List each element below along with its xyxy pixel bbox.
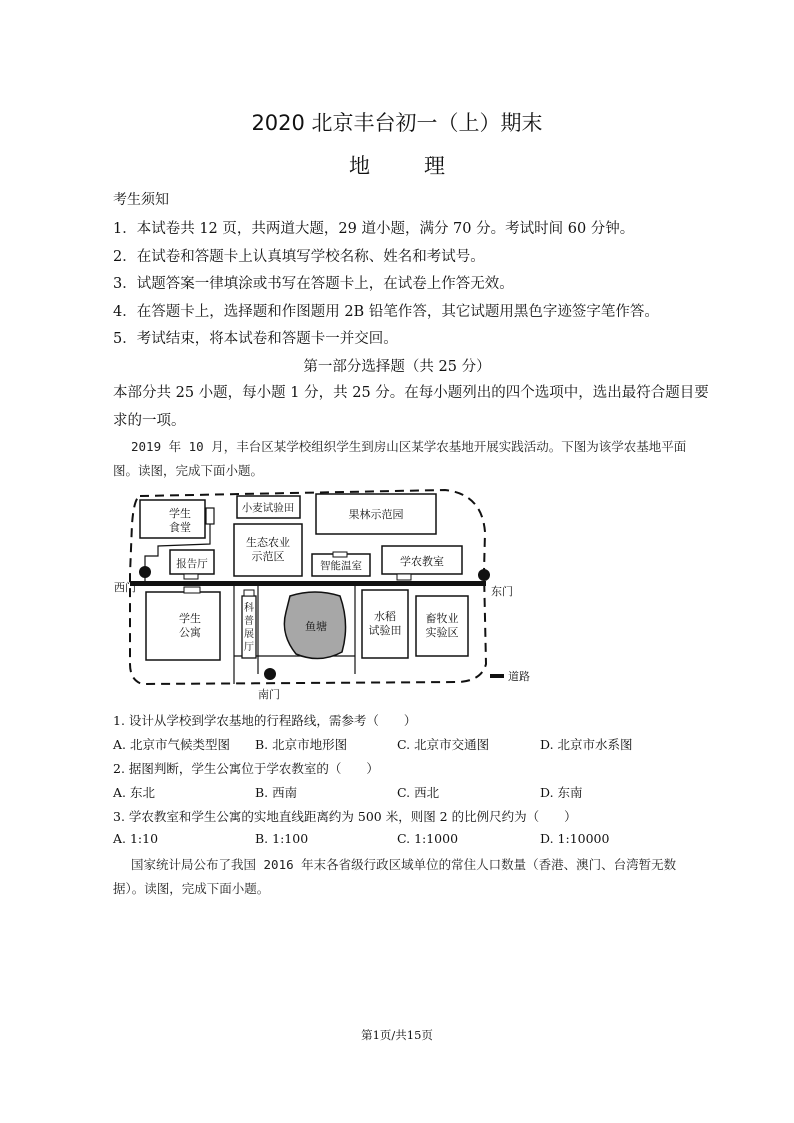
context1-line1: 2019 年 10 月，丰台区某学校组织学生到房山区某学农基地开展实践活动。下图为该学农基地平面 (131, 439, 687, 454)
question-2-option-b: B. 西南 (255, 785, 298, 800)
farm-base-map (110, 484, 550, 704)
wheat-label: 小麦试验田 (241, 502, 295, 514)
science-label-1: 科 (244, 603, 254, 614)
question-3-option-a: A. 1:10 (113, 831, 159, 846)
orchard-label: 果林示范园 (348, 508, 404, 521)
pond-label: 鱼塘 (305, 620, 327, 633)
science-label-2: 普 (244, 616, 254, 627)
question-1-option-b: B. 北京市地形图 (255, 737, 348, 752)
greenhouse-label: 智能温室 (320, 560, 362, 572)
exam-title: 2020 北京丰台初一（上）期末 (251, 111, 543, 135)
page-number: 第1页/共15页 (361, 1028, 433, 1042)
legend-road-symbol (490, 674, 504, 678)
question-1-stem: 1. 设计从学校到学农基地的行程路线，需参考（ ） (113, 713, 417, 728)
west-gate-marker (139, 566, 151, 578)
west-gate-label: 西门 (114, 581, 136, 594)
canteen-label-2: 食堂 (169, 521, 191, 534)
question-3-option-d: D. 1:10000 (540, 831, 610, 846)
context2-line2: 据）。读图，完成下面小题。 (113, 881, 270, 896)
question-1-option-c: C. 北京市交通图 (397, 737, 490, 752)
dorm-label-2: 公寓 (179, 626, 201, 639)
legend-road-label: 道路 (508, 670, 530, 683)
question-1-option-a: A. 北京市气候类型图 (113, 737, 230, 752)
subject-char-1: 地 (349, 154, 370, 178)
note-item: 2．在试卷和答题卡上认真填写学校名称、姓名和考试号。 (113, 249, 485, 265)
main-road (130, 581, 486, 586)
rice-label-2: 试验田 (368, 624, 402, 637)
question-3-option-c: C. 1:1000 (397, 831, 459, 846)
east-gate-marker (478, 569, 490, 581)
note-item: 4．在答题卡上，选择题和作图题用 2B 铅笔作答，其它试题用黑色字迹签字笔作答。 (113, 304, 659, 320)
eco-label-2: 示范区 (251, 550, 285, 563)
livestock-label-1: 畜牧业 (425, 612, 459, 625)
part1-intro-line1: 本部分共 25 小题，每小题 1 分，共 25 分。在每小题列出的四个选项中，选出最符合题目要 (113, 385, 709, 401)
question-3-stem: 3. 学农教室和学生公寓的实地直线距离约为 500 米，则图 2 的比例尺约为（ ） (113, 809, 577, 824)
context1-line2: 图。读图，完成下面小题。 (113, 463, 264, 478)
part1-title: 第一部分选择题（共 25 分） (303, 359, 491, 375)
subject-char-2: 理 (424, 154, 445, 178)
report-label: 报告厅 (176, 558, 208, 570)
notes-heading: 考生须知 (113, 192, 169, 208)
question-3-option-b: B. 1:100 (255, 831, 309, 846)
part1-intro-line2: 求的一项。 (113, 413, 186, 429)
note-item: 3．试题答案一律填涂或书写在答题卡上，在试卷上作答无效。 (113, 276, 514, 292)
question-2-option-d: D. 东南 (540, 785, 583, 800)
note-item: 5．考试结束，将本试卷和答题卡一并交回。 (113, 331, 398, 347)
note-item: 1．本试卷共 12 页，共两道大题，29 道小题，满分 70 分。考试时间 60 分钟。 (113, 221, 635, 237)
context2-line1: 国家统计局公布了我国 2016 年末各省级行政区域单位的常住人口数量（香港、澳门、台湾暂无数 (131, 857, 677, 872)
question-2-option-c: C. 西北 (397, 785, 440, 800)
science-label-3: 展 (244, 629, 254, 640)
canteen-label-1: 学生 (169, 507, 191, 520)
east-gate-label: 东门 (491, 585, 513, 598)
south-gate-marker (264, 668, 276, 680)
question-2-stem: 2. 据图判断，学生公寓位于学农教室的（ ） (113, 761, 379, 776)
eco-label-1: 生态农业 (246, 536, 290, 549)
livestock-label-2: 实验区 (425, 626, 459, 639)
south-gate-label: 南门 (258, 688, 280, 701)
question-2-option-a: A. 东北 (113, 785, 155, 800)
question-1-option-d: D. 北京市水系图 (540, 737, 633, 752)
classroom-label: 学农教室 (400, 555, 444, 568)
dorm-label-1: 学生 (179, 612, 201, 625)
rice-label-1: 水稻 (374, 610, 396, 623)
science-label-4: 厅 (244, 642, 254, 653)
subject-title (0, 150, 794, 180)
